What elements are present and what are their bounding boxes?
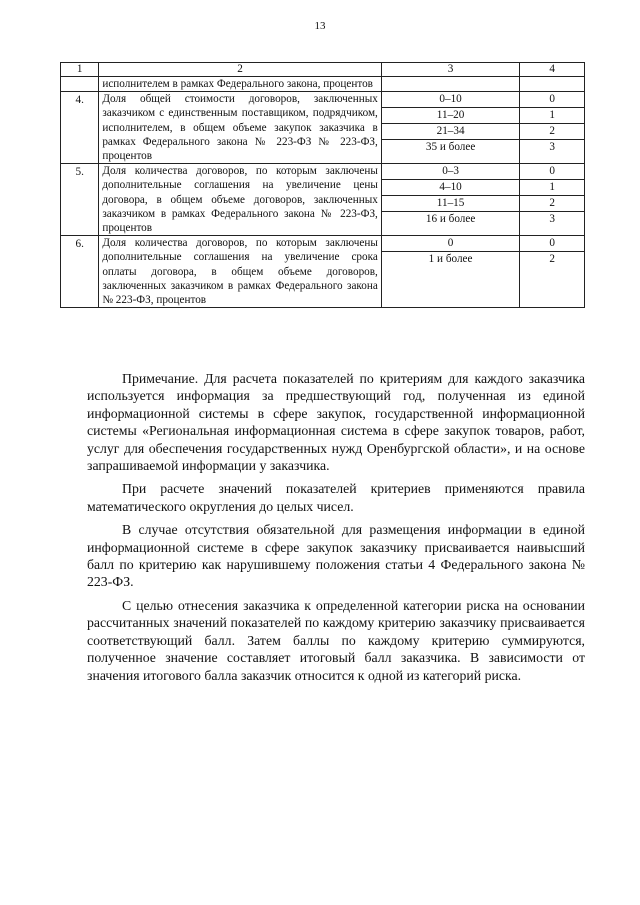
- header-cell: 1: [61, 63, 99, 77]
- score-point: 0: [520, 236, 584, 252]
- indicator-value: 4–10: [382, 180, 519, 196]
- indicator-value: 0–10: [382, 92, 519, 108]
- header-cell: 4: [520, 63, 585, 77]
- score-points: [520, 164, 585, 236]
- criterion-description: исполнителем в рамках Федерального закона, процентов: [99, 77, 382, 92]
- page-number: 13: [314, 20, 326, 32]
- score-point: 2: [520, 124, 584, 140]
- table-row: [61, 236, 585, 308]
- indicator-value: 35 и более: [425, 141, 476, 154]
- score-point: 0: [520, 164, 584, 180]
- table-row: [61, 164, 585, 236]
- row-number: 5.: [61, 164, 99, 236]
- score-points: [520, 77, 585, 92]
- row-number: 4.: [61, 92, 99, 164]
- criterion-description: Доля количества договоров, по которым заключены дополнительные соглашения на увеличение срока оплаты договора, в общем объеме договоров, заключенных заказчиком в рамках Федерального закона № 223-ФЗ, процентов: [99, 236, 382, 308]
- score-points: [520, 92, 585, 164]
- score-points: [520, 236, 585, 308]
- table-row: [61, 92, 585, 164]
- indicator-values: [381, 164, 519, 236]
- indicator-value: 11–15: [382, 196, 519, 212]
- table-row: [61, 77, 585, 92]
- note-paragraph: С целью отнесения заказчика к определенной категории риска на основании рассчитанных значений показателей по каждому критерию заказчику присваивается соответствующий балл. Затем баллы по каждому критерию суммируются, полученное значение составляет итоговый балл заказчика. В зависимости от значения итогового балла заказчик относится к одной из категорий риска.: [87, 597, 585, 683]
- indicator-value: 21–34: [382, 124, 519, 140]
- indicator-value: 1 и более: [428, 253, 473, 266]
- header-cell: 2: [99, 63, 382, 77]
- indicator-value: 16 и более: [425, 213, 476, 226]
- score-point: 1: [520, 108, 584, 124]
- criterion-description: Доля количества договоров, по которым заключены дополнительные соглашения на увеличение цены договора, в общем объеме договоров, заключенных заказчиком в рамках Федерального закона № 223-ФЗ, процентов: [99, 164, 382, 236]
- note-paragraph: При расчете значений показателей критериев применяются правила математического округления до целых чисел.: [87, 481, 585, 514]
- header-cell: 3: [381, 63, 519, 77]
- score-point: 3: [549, 141, 555, 154]
- indicator-values: [381, 236, 519, 308]
- indicator-values: [381, 92, 519, 164]
- row-number: 6.: [61, 236, 99, 308]
- criteria-table: [60, 62, 585, 308]
- score-point: 2: [549, 253, 555, 266]
- notes-section: [87, 370, 585, 690]
- note-paragraph: В случае отсутствия обязательной для размещения информации в единой информационной системе в сфере закупок заказчику присваивается наивысший балл по критерию как нарушившему положения статьи 4 Федерального закона № 223-ФЗ.: [87, 522, 585, 590]
- score-point: 3: [549, 213, 555, 226]
- indicator-value: 0–3: [382, 164, 519, 180]
- score-point: 0: [520, 92, 584, 108]
- indicator-values: [381, 77, 519, 92]
- criterion-description: Доля общей стоимости договоров, заключенных заказчиком с единственным поставщиком, подрядчиком, исполнителем, в общем объеме закупок заказчика в рамках Федерального закона № 223-ФЗ № 223-ФЗ, процентов: [99, 92, 382, 164]
- indicator-value: 11–20: [382, 108, 519, 124]
- score-point: 1: [520, 180, 584, 196]
- row-number: [61, 77, 99, 92]
- note-paragraph: Примечание. Для расчета показателей по критериям для каждого заказчика используется информация за предшествующий год, полученная из единой информационной системы в сфере закупок, государственной информационной системы «Региональная информационная система в сфере закупок товаров, работ, услуг для обеспечения государственных нужд Оренбургской области», и на основе запрашиваемой информации у заказчика.: [87, 371, 585, 474]
- indicator-value: 0: [382, 236, 519, 252]
- score-point: 2: [520, 196, 584, 212]
- table-header-row: [61, 63, 585, 77]
